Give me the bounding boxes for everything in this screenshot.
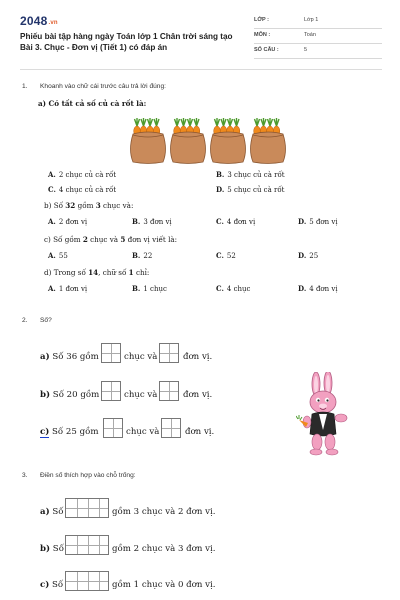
q1b-option-a[interactable]: A. 2 đơn vị — [48, 217, 88, 226]
worksheet-header — [20, 14, 382, 64]
q3a-prefix: a) Số — [40, 507, 64, 517]
q2b-units-box[interactable] — [159, 381, 179, 401]
meta-question-count: SỐ CÂU : 5 — [254, 44, 382, 59]
q1b-option-c[interactable]: C. 4 đơn vị — [216, 217, 256, 226]
q1d-option-b[interactable]: B. 1 chục — [132, 284, 167, 293]
q3b-prefix: b) Số — [40, 544, 64, 554]
carrot-bag-icon — [171, 118, 206, 164]
q2a-mid: chục và — [124, 352, 158, 362]
q1c-option-b[interactable]: B. 22 — [132, 251, 153, 260]
q3a-suffix: gồm 3 chục và 2 đơn vị. — [112, 507, 216, 517]
q2c-units-box[interactable] — [161, 418, 181, 438]
q2a-prefix: a) Số 36 gồm — [40, 352, 99, 362]
q1b-option-d[interactable]: D. 5 đơn vị — [298, 217, 338, 226]
q3a-answer-box[interactable] — [65, 498, 109, 518]
q2c-tens-box[interactable] — [103, 418, 123, 438]
q1d-option-d[interactable]: D. 4 đơn vị — [298, 284, 338, 293]
site-logo[interactable]: 2048.vn — [20, 14, 58, 28]
q1a-option-a[interactable]: A. 2 chục củ cà rốt — [48, 170, 117, 179]
q2c-mid: chục và — [126, 427, 160, 437]
q3-heading: 3. Điền số thích hợp vào chỗ trống: — [22, 472, 136, 479]
q2-heading: 2. Số? — [22, 317, 52, 324]
q2a-suffix: đơn vị. — [183, 352, 213, 362]
q1a-option-b[interactable]: B. 3 chục củ cà rốt — [216, 170, 285, 179]
q1d-option-c[interactable]: C. 4 chục — [216, 284, 251, 293]
q3b-answer-box[interactable] — [65, 535, 109, 555]
q2c-suffix: đơn vị. — [185, 427, 215, 437]
rabbit-mascot-image — [296, 372, 354, 458]
worksheet-title: Phiếu bài tập hàng ngày Toán lớp 1 Chân trời sáng tạo Bài 3. Chục - Đơn vị (Tiết 1) có đáp án — [20, 32, 233, 52]
q2c-prefix: c) Số 25 gồm — [40, 427, 99, 437]
meta-subject: MÔN : Toán — [254, 29, 382, 44]
q1b-stem: b) Số 32 gồm 3 chục và: — [44, 201, 134, 210]
carrot-bag-icon — [131, 118, 166, 164]
q2b-suffix: đơn vị. — [183, 390, 213, 400]
q2b-prefix: b) Số 20 gồm — [40, 390, 100, 400]
rabbit-icon — [296, 372, 354, 458]
q2b-tens-box[interactable] — [101, 381, 121, 401]
q2a-units-box[interactable] — [159, 343, 179, 363]
q1d-option-a[interactable]: A. 1 đơn vị — [48, 284, 88, 293]
q3c-suffix: gồm 1 chục và 0 đơn vị. — [112, 580, 216, 590]
q3b-suffix: gồm 2 chục và 3 đơn vị. — [112, 544, 216, 554]
meta-class: LỚP : Lớp 1 — [254, 14, 382, 29]
q1a-stem: a) Có tất cả số củ cà rốt là: — [38, 99, 147, 108]
q1a-option-c[interactable]: C. 4 chục củ cà rốt — [48, 185, 117, 194]
carrot-bags-image — [128, 118, 288, 164]
header-divider — [20, 69, 382, 70]
q3c-answer-box[interactable] — [65, 571, 109, 591]
q2a-tens-box[interactable] — [101, 343, 121, 363]
q1b-option-b[interactable]: B. 3 đơn vị — [132, 217, 172, 226]
q1-heading: 1. Khoanh vào chữ cái trước câu trả lời đúng: — [22, 83, 166, 90]
q3c-prefix: c) Số — [40, 580, 64, 590]
worksheet-meta — [254, 14, 382, 59]
carrot-bag-icon — [251, 118, 286, 164]
q1c-option-c[interactable]: C. 52 — [216, 251, 236, 260]
q1c-stem: c) Số gồm 2 chục và 5 đơn vị viết là: — [44, 235, 178, 244]
q1a-option-d[interactable]: D. 5 chục củ cà rốt — [216, 185, 285, 194]
carrot-bags-icon — [128, 118, 288, 164]
q1d-stem: d) Trong số 14, chữ số 1 chỉ: — [44, 268, 150, 277]
carrot-bag-icon — [211, 118, 246, 164]
q2b-mid: chục và — [124, 390, 158, 400]
q1c-option-d[interactable]: D. 25 — [298, 251, 319, 260]
q1c-option-a[interactable]: A. 55 — [48, 251, 68, 260]
